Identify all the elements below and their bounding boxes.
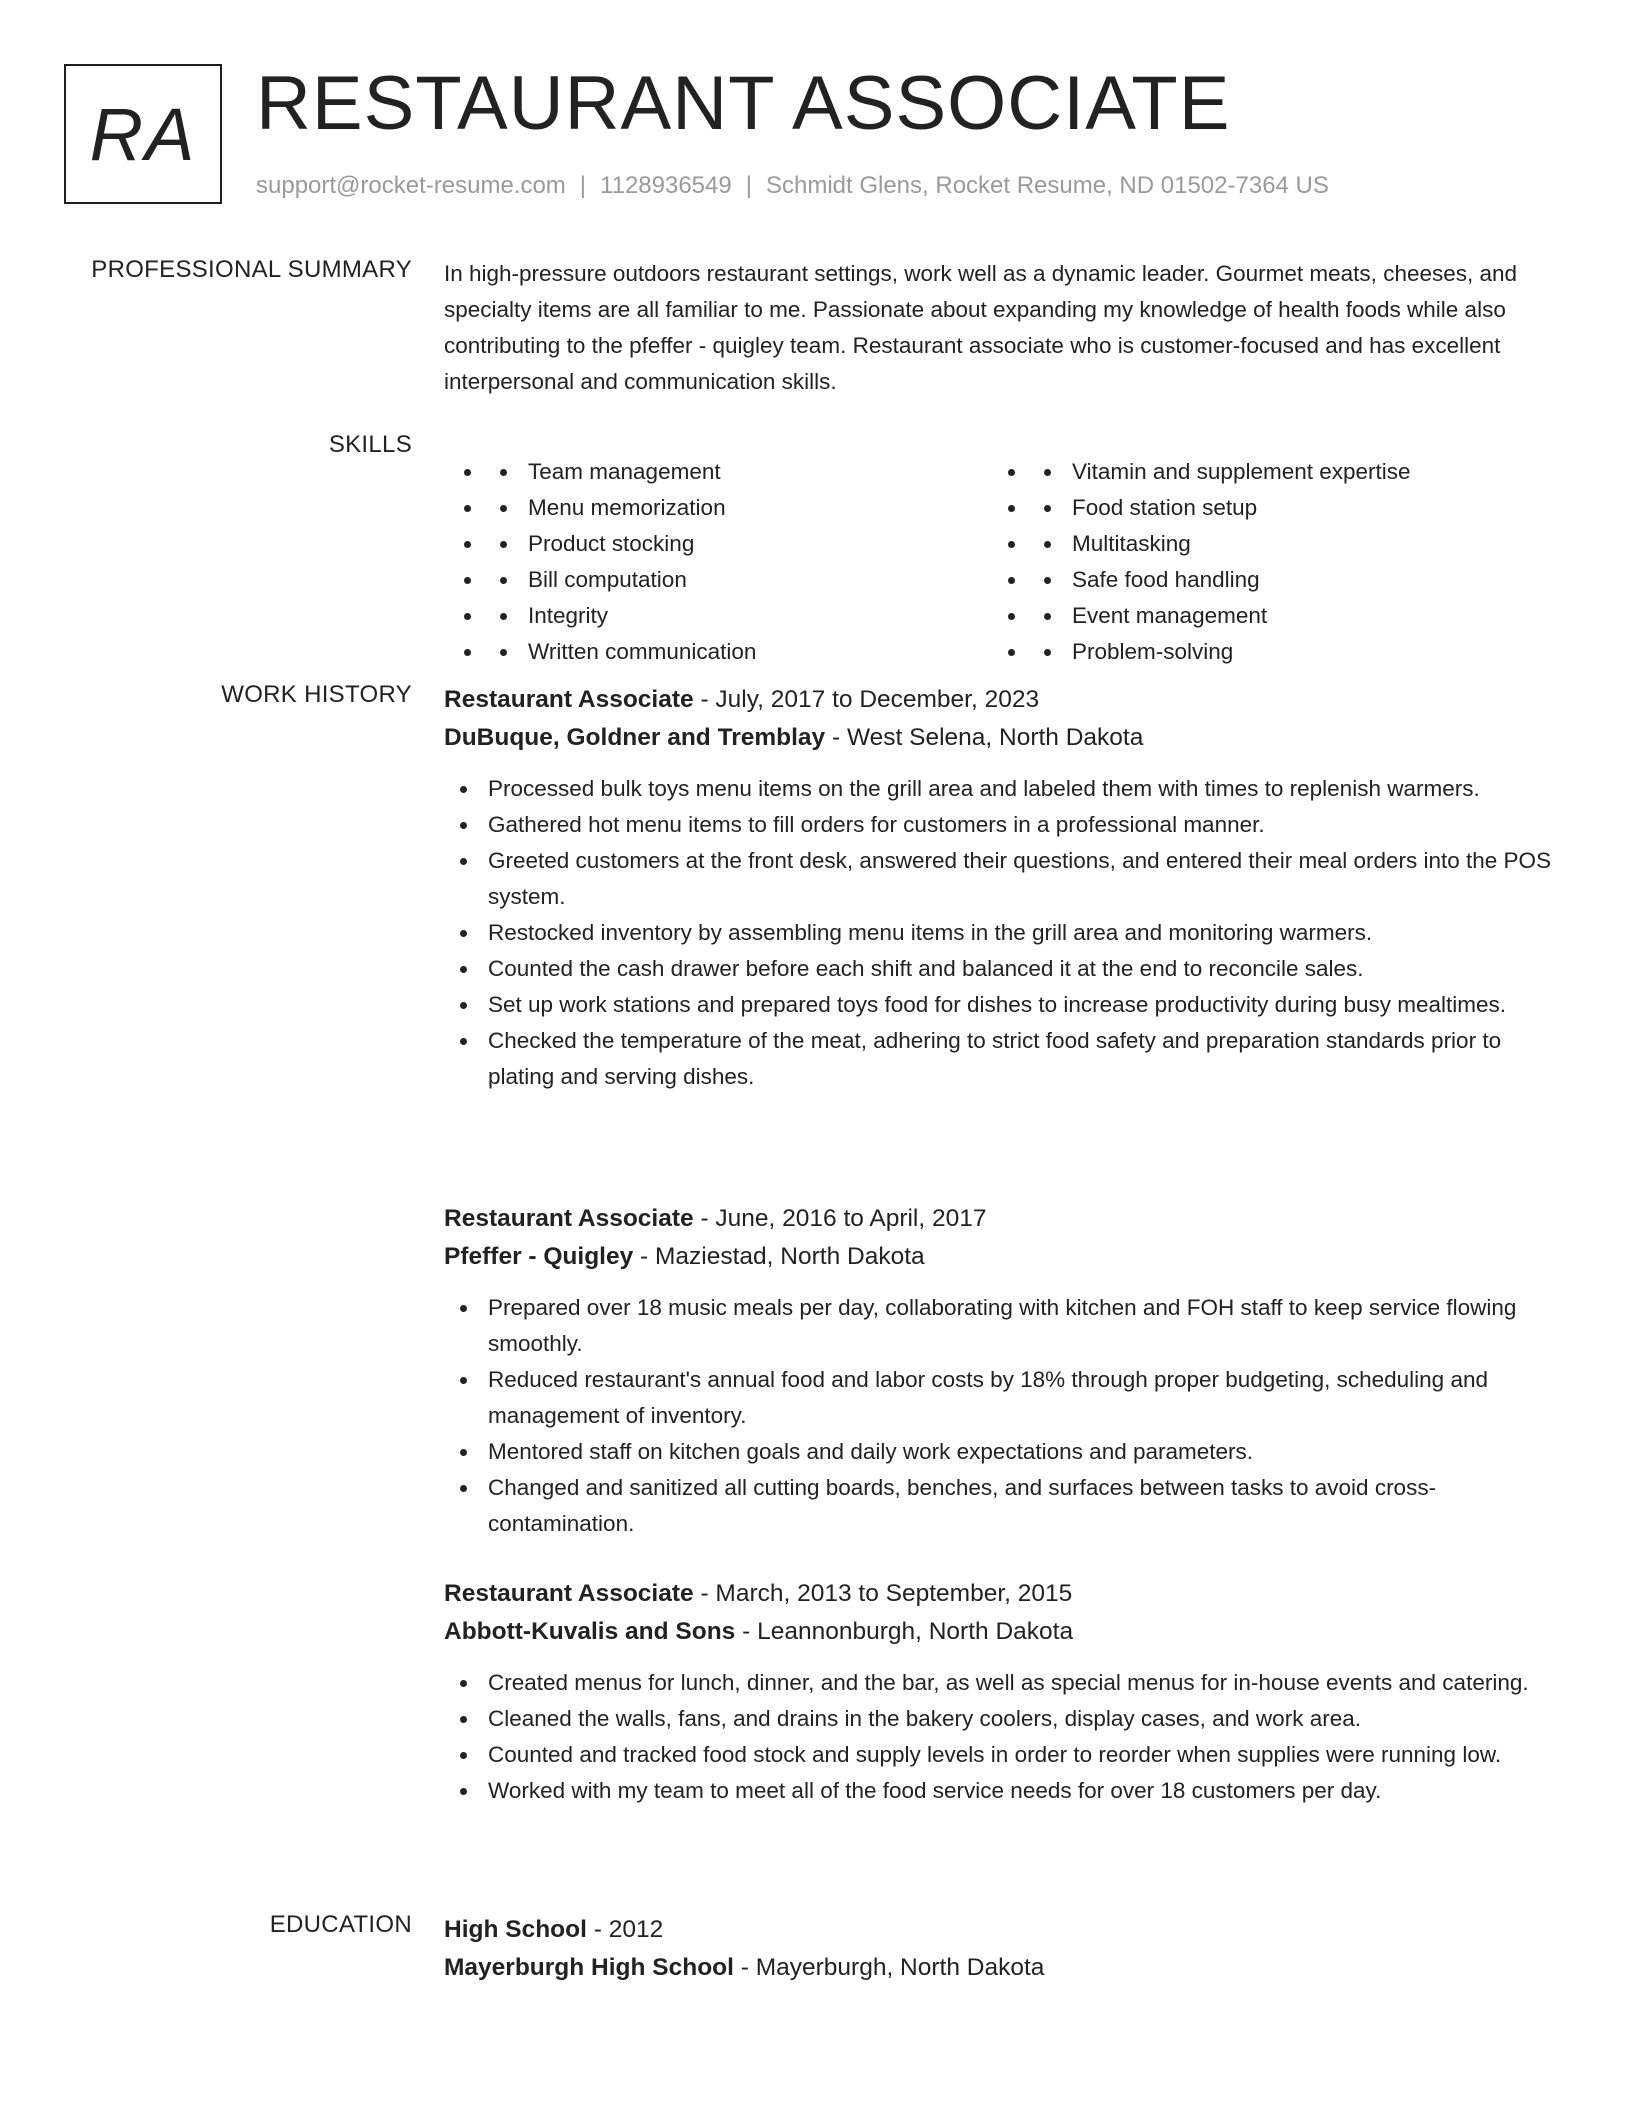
job-location: - Leannonburgh, North Dakota [735,1618,1074,1645]
job-location: - West Selena, North Dakota [825,724,1144,751]
job-entry [444,1575,1564,1809]
job-bullet: Checked the temperature of the meat, adhering to strict food safety and preparation standards prior to plating and serving dishes. [444,1023,1564,1095]
skill-item: • Written communication [484,634,1024,670]
job-role: Restaurant Associate [444,1205,694,1232]
job-bullet: Processed bulk toys menu items on the grill area and labeled them with times to replenish warmers. [444,771,1564,807]
job-role: Restaurant Associate [444,686,694,713]
skills-list-left [444,454,1024,670]
candidate-title: RESTAURANT ASSOCIATE [256,61,1231,146]
job-dates: - July, 2017 to December, 2023 [693,686,1040,713]
job-entry [444,681,1564,1095]
skill-item: • Safe food handling [1028,562,1568,598]
job-bullet: Prepared over 18 music meals per day, collaborating with kitchen and FOH staff to keep service flowing smoothly. [444,1290,1564,1362]
job-bullets [444,771,1564,1095]
skill-item: • Product stocking [484,526,1024,562]
job-company-line [444,1613,1564,1651]
education-school: Mayerburgh High School [444,1954,734,1981]
section-title-summary: PROFESSIONAL SUMMARY [91,256,412,283]
job-bullet: Set up work stations and prepared toys food for dishes to increase productivity during busy mealtimes. [444,987,1564,1023]
job-bullets [444,1290,1564,1542]
skill-item: • Event management [1028,598,1568,634]
job-bullet: Counted and tracked food stock and supply levels in order to reorder when supplies were running low. [444,1737,1564,1773]
education-location: - Mayerburgh, North Dakota [733,1954,1045,1981]
summary-text: In high-pressure outdoors restaurant settings, work well as a dynamic leader. Gourmet meats, cheeses, and specialty items are all familiar to me. Passionate about expanding my knowledge of health foods while also contributing to the pfeffer - quigley team. Restaurant associate who is customer-focused and has excellent interpersonal and communication skills. [444,261,1518,394]
job-role-line [444,1575,1564,1613]
job-bullet: Created menus for lunch, dinner, and the bar, as well as special menus for in-house events and catering. [444,1665,1564,1701]
section-title-work: WORK HISTORY [221,681,412,708]
job-location: - Maziestad, North Dakota [633,1243,925,1270]
contact-separator: | [745,172,752,199]
job-bullet: Greeted customers at the front desk, answered their questions, and entered their meal orders into the POS system. [444,843,1564,915]
job-company-line [444,719,1564,757]
education-degree-line [444,1911,1564,1949]
contact-separator: | [579,172,587,199]
contact-line [256,172,1329,200]
skill-item: • Problem-solving [1028,634,1568,670]
skill-item: • Integrity [484,598,1024,634]
skill-item: • Multitasking [1028,526,1568,562]
job-bullet: Restocked inventory by assembling menu items in the grill area and monitoring warmers. [444,915,1564,951]
job-role: Restaurant Associate [444,1580,694,1607]
job-bullet: Counted the cash drawer before each shift and balanced it at the end to reconcile sales. [444,951,1564,987]
skill-item: • Team management [484,454,1024,490]
education-degree: High School [444,1916,587,1943]
education-year: - 2012 [586,1916,664,1943]
job-company: Abbott-Kuvalis and Sons [444,1618,736,1645]
skill-item: • Bill computation [484,562,1024,598]
skills-list-right [988,454,1568,670]
monogram-badge: RA [64,64,222,204]
job-bullet: Cleaned the walls, fans, and drains in the bakery coolers, display cases, and work area. [444,1701,1564,1737]
education-school-line [444,1949,1564,1987]
job-company-line [444,1238,1564,1276]
resume-header [64,61,1584,214]
skill-item: • Vitamin and supplement expertise [1028,454,1568,490]
job-entry [444,1200,1564,1542]
contact-address: Schmidt Glens, Rocket Resume, ND 01502-7364 US [765,172,1329,199]
job-bullet: Reduced restaurant's annual food and labor costs by 18% through proper budgeting, scheduling and management of inventory. [444,1362,1564,1434]
contact-phone[interactable]: 1128936549 [600,172,732,199]
skill-item: • Food station setup [1028,490,1568,526]
job-bullet: Gathered hot menu items to fill orders for customers in a professional manner. [444,807,1564,843]
job-bullet: Mentored staff on kitchen goals and daily work expectations and parameters. [444,1434,1564,1470]
skill-item: • Menu memorization [484,490,1024,526]
job-dates: - June, 2016 to April, 2017 [693,1205,987,1232]
job-bullet: Changed and sanitized all cutting boards, benches, and surfaces between tasks to avoid cross-contamination. [444,1470,1564,1542]
job-role-line [444,1200,1564,1238]
job-company: DuBuque, Goldner and Tremblay [444,724,826,751]
job-bullet: Worked with my team to meet all of the food service needs for over 18 customers per day. [444,1773,1564,1809]
section-title-skills: SKILLS [328,431,412,458]
section-title-education: EDUCATION [269,1911,412,1938]
job-dates: - March, 2013 to September, 2015 [693,1580,1073,1607]
contact-email[interactable]: support@rocket-resume.com [256,172,566,199]
job-role-line [444,681,1564,719]
job-company: Pfeffer - Quigley [444,1243,634,1270]
job-bullets [444,1665,1564,1809]
education-entry [444,1911,1564,1987]
